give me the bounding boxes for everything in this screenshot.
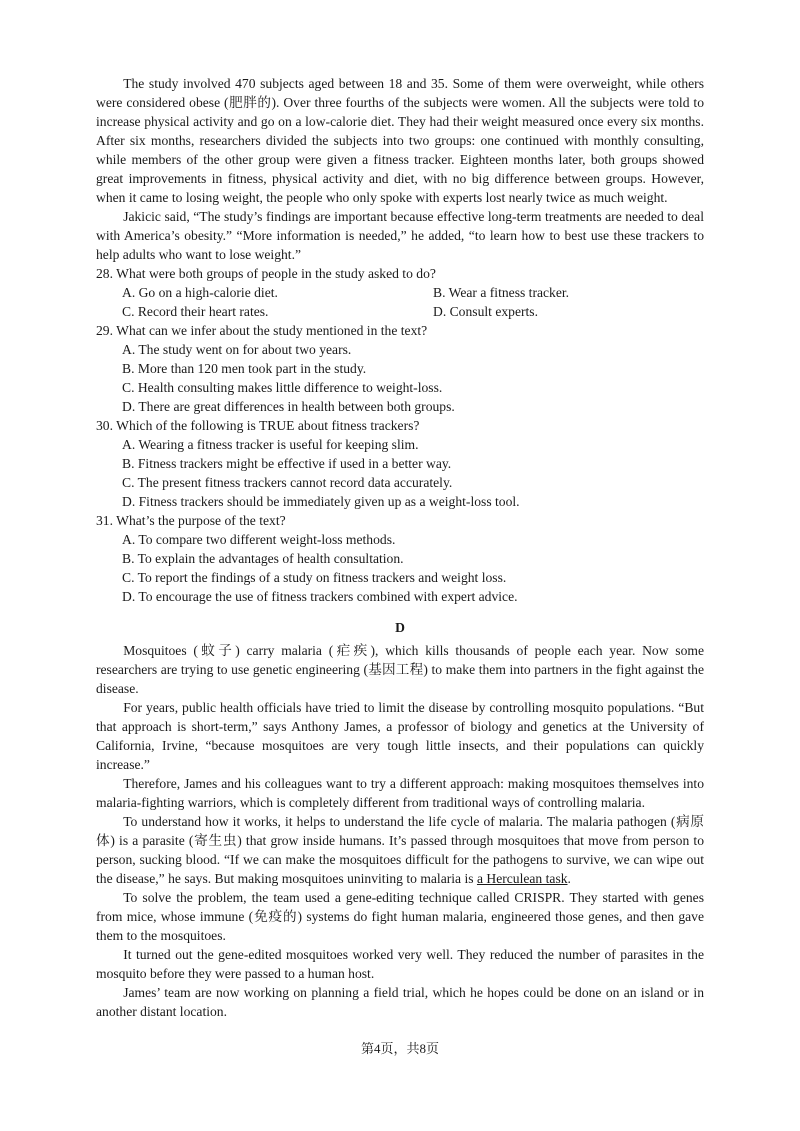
question-30-stem: 30. Which of the following is TRUE about fitness trackers? [96,418,420,433]
question-29-stem: 29. What can we infer about the study mentioned in the text? [96,323,428,338]
question-29-option-d: D. There are great differences in health between both groups. [122,399,455,414]
page-content [96,74,704,1021]
passage-c-paragraph-1: The study involved 470 subjects aged between 18 and 35. Some of them were overweight, while others were considered obese (肥胖的). Over three fourths of the subjects were women. All the subjects were told to increase physical activity and go on a low-calorie diet. They had their weight measured once every six months. After six months, researchers divided the subjects into two groups: one continued with monthly consulting, while members of the other group were given a fitness tracker. Eighteen months later, both groups showed great improvements in fitness, physical activity and diet, with no big difference between groups. However, when it came to losing weight, the people who only spoke with experts lost nearly twice as much weight. [96,76,704,205]
question-28-option-a: A. Go on a high-calorie diet. [122,285,278,300]
question-31-stem: 31. What’s the purpose of the text? [96,513,286,528]
underlined-phrase: a Herculean task [476,871,568,886]
passage-d-paragraph-2: For years, public health officials have tried to limit the disease by controlling mosquito populations. “But that approach is short-term,” says Anthony James, a professor of biology and genetics at the University of California, Irvine, “because mosquitoes are very tough little insects, and their populations can quickly increase.” [96,700,704,772]
passage-d-paragraph-4-text: To understand how it works, it helps to understand the life cycle of malaria. The malaria pathogen (病原体) is a parasite (寄生虫) that grow inside humans. It’s passed through mosquitoes that move from person to person, sucking blood. “If we can make the mosquitoes difficult for the pathogens to survive, we can wipe out the disease,” he says. But making mosquitoes uninviting to malaria is [96,814,704,886]
question-30-option-c: C. The present fitness trackers cannot record data accurately. [122,475,453,490]
question-30 [96,416,704,511]
passage-c-paragraph-2: Jakicic said, “The study’s findings are important because effective long-term treatments are needed to deal with America’s obesity.” “More information is needed,” he added, “to learn how to best use these trackers to help adults who want to lose weight.” [96,209,704,262]
question-28-stem: 28. What were both groups of people in the study asked to do? [96,266,436,281]
passage-d-paragraph-4-end: . [567,871,571,886]
passage-d-paragraph-6: It turned out the gene-edited mosquitoes worked very well. They reduced the number of parasites in the mosquito before they were passed to a human host. [96,947,704,981]
passage-d-paragraph-3: Therefore, James and his colleagues want to try a different approach: making mosquitoes themselves into malaria-fighting warriors, which is completely different from traditional ways of controlling malaria. [96,776,704,810]
question-30-option-b: B. Fitness trackers might be effective if used in a better way. [122,456,452,471]
passage-d-paragraph-5: To solve the problem, the team used a gene-editing technique called CRISPR. They started with genes from mice, whose immune (免疫的) systems do fight human malaria, engineered those genes, and then gave them to the mosquitoes. [96,890,704,943]
passage-d-paragraph-1: Mosquitoes (蚊子) carry malaria (疟疾), which kills thousands of people each year. Now some researchers are trying to use genetic engineering (基因工程) to make them into partners in the fight against the disease. [96,643,704,696]
question-29-option-c: C. Health consulting makes little difference to weight-loss. [122,380,443,395]
section-title-d: D [395,620,405,635]
question-28 [96,264,704,321]
passage-d-paragraph-7: James’ team are now working on planning a field trial, which he hopes could be done on an island or in another distant location. [96,985,704,1019]
question-29-option-a: A. The study went on for about two years. [122,342,352,357]
question-31 [96,511,704,606]
question-31-option-a: A. To compare two different weight-loss methods. [122,532,396,547]
question-29 [96,321,704,416]
question-28-option-c: C. Record their heart rates. [122,304,269,319]
page-footer: 第4页，共8页 [360,1041,439,1056]
question-28-options [96,283,704,321]
question-31-option-d: D. To encourage the use of fitness trackers combined with expert advice. [122,589,518,604]
question-30-option-a: A. Wearing a fitness tracker is useful for keeping slim. [122,437,419,452]
question-28-option-b: B. Wear a fitness tracker. [433,285,570,300]
question-29-option-b: B. More than 120 men took part in the study. [122,361,367,376]
question-31-option-b: B. To explain the advantages of health consultation. [122,551,404,566]
question-28-option-d: D. Consult experts. [433,304,538,319]
passage-d-paragraph-4 [96,812,704,888]
question-30-option-d: D. Fitness trackers should be immediately given up as a weight-loss tool. [122,494,520,509]
question-31-option-c: C. To report the findings of a study on fitness trackers and weight loss. [122,570,507,585]
